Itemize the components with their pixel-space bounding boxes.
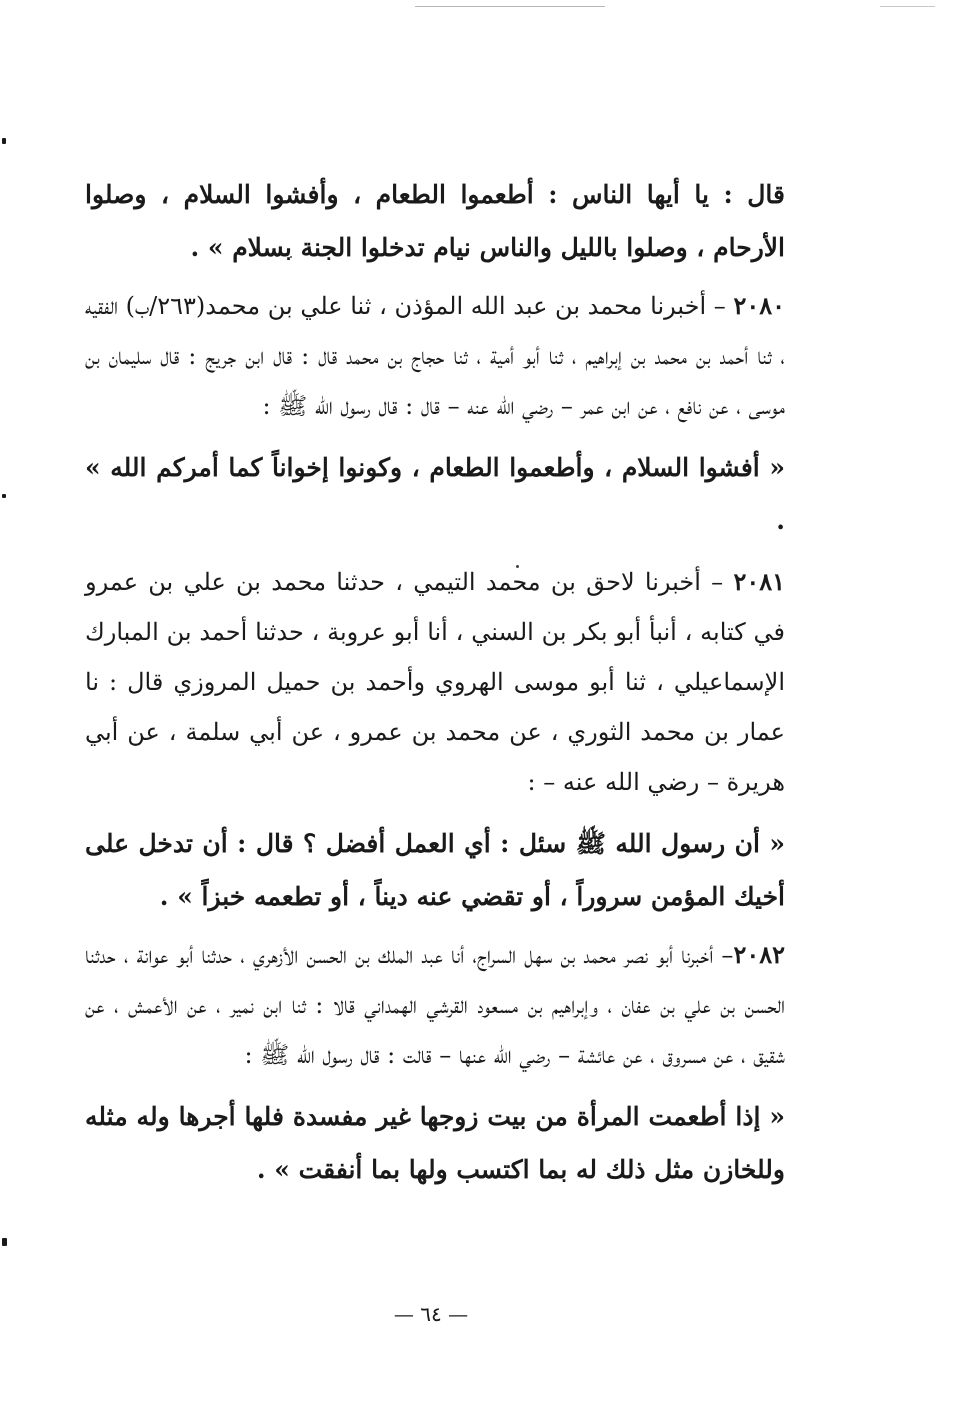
spacer [85, 431, 785, 441]
hadith-text [85, 1090, 785, 1196]
margin-mark-lower-left [2, 1238, 7, 1246]
isnad-text: – أخبرنا محمد بن عبد الله المؤذن ، ثنا علي بن محمد(٢٦٣/ب) الفقيه ، ثنا أحمد بن محمد بن إبراهيم ، ثنا أبو أمية ، ثنا حجاج بن محمد قال : قال ابن جريج : قال سليمان بن موسى ، عن نافع ، عن ابن عمر – رضي الله عنه – قال : قال رسول الله ﷺ : [85, 292, 785, 420]
hadith-text [85, 168, 785, 274]
hadith-number: ٢٠٨٠ [733, 291, 785, 320]
isnad-text: – أخبرنا لاحق بن محمد التيمي ، حدثنا محمد بن علي بن عمرو في كتابه ، أنبأ أبو بكر بن السني ، أنا أبو عروبة ، حدثنا أحمد بن المبارك الإسماعيلي ، ثنا أبو موسى الهروي وأحمد بن حميل المروزي قال : نا عمار بن محمد الثوري ، عن محمد بن عمرو ، عن أبي سلمة ، عن أبي هريرة – رضي الله عنه – : [85, 568, 785, 796]
isnad-paragraph [85, 557, 785, 807]
hadith-text-body: « إذا أطعمت المرأة من بيت زوجها غير مفسدة فلها أجرها وله مثله وللخازن مثل ذلك له بما اكتسب ولها بما أنفقت » . [85, 1102, 785, 1184]
hadith-text [85, 817, 785, 923]
page-content [85, 168, 785, 1196]
page-number: — ٦٤ — [393, 1302, 469, 1326]
isnad-paragraph [85, 281, 785, 431]
hadith-text-body: قال : يا أيها الناس : أطعموا الطعام ، وأفشوا السلام ، وصلوا الأرحام ، وصلوا بالليل والناس نيام تدخلوا الجنة بسلام » . [85, 180, 785, 262]
spacer [85, 547, 785, 557]
hadith-text-body: « أن رسول الله ﷺ سئل : أي العمل أفضل ؟ قال : أن تدخل على أخيك المؤمن سروراً ، أو تقضي عنه ديناً ، أو تطعمه خبزاً » . [85, 829, 785, 911]
spacer [85, 274, 785, 281]
hadith-number: ٢٠٨٢ [733, 940, 785, 969]
spacer [85, 923, 785, 930]
spacer [85, 1080, 785, 1090]
hadith-number: ٢٠٨١ [733, 567, 785, 596]
isnad-paragraph [85, 930, 785, 1080]
isnad-text: – أخبرنا أبو نصر محمد بن سهل السراج، أنا عبد الملك بن الحسن الأزهري ، حدثنا أبو عوانة ، حدثنا الحسن بن علي بن عفان ، وإبراهيم بن مسعود القرشي الهمداني قالا : ثنا ابن نمير ، عن الأعمش ، عن شقيق ، عن مسروق ، عن عائشة – رضي الله عنها – قالت : قال رسول الله ﷺ : [85, 941, 785, 1069]
margin-mark-mid-left [2, 494, 6, 498]
top-rule [415, 6, 605, 7]
top-rule-small [880, 6, 935, 7]
margin-mark-top-left [2, 138, 6, 144]
hadith-text [85, 441, 785, 547]
hadith-text-body: « أفشوا السلام ، وأطعموا الطعام ، وكونوا إخواناً كما أمركم الله » . [85, 453, 785, 535]
spacer [85, 807, 785, 817]
